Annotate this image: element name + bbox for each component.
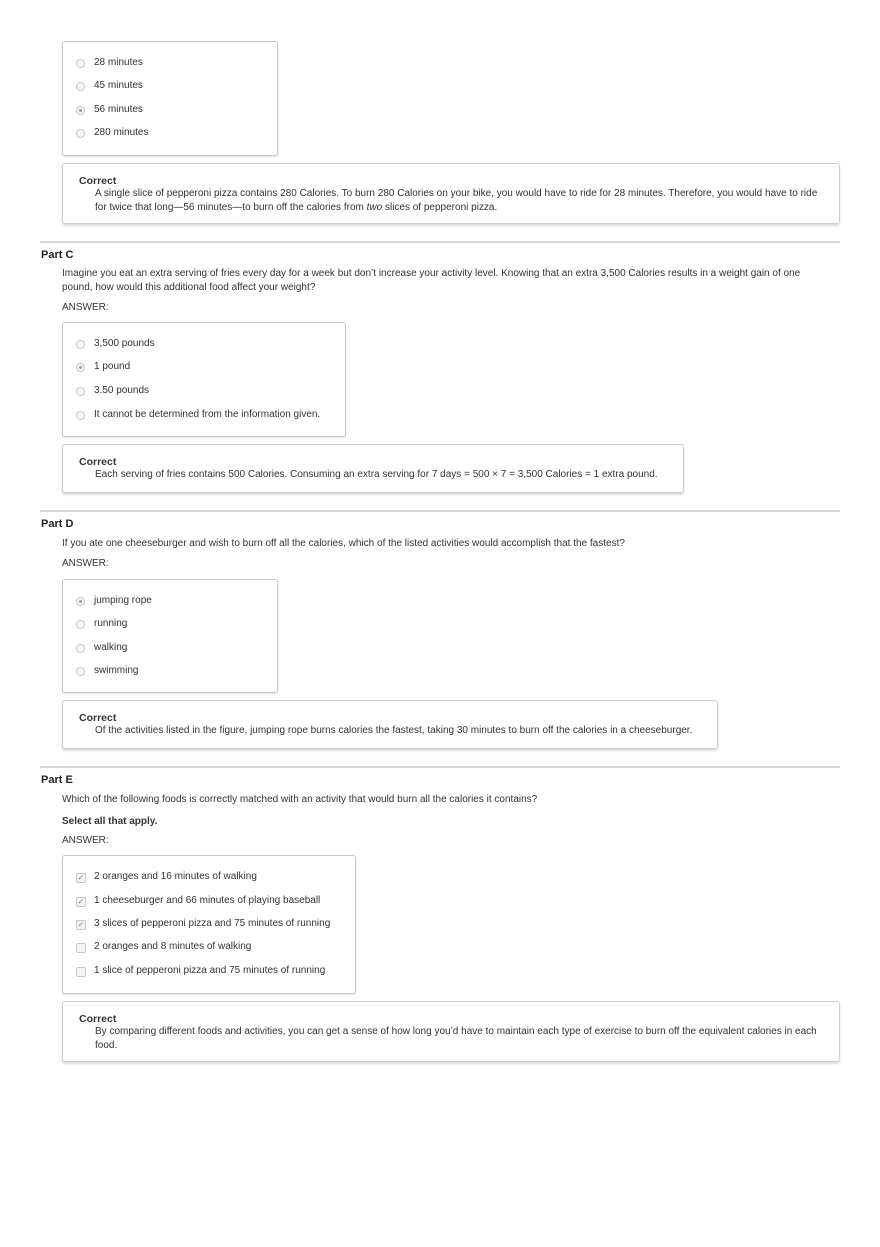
radio-button[interactable] [76,411,85,420]
option-label: 2 oranges and 8 minutes of walking [94,941,252,952]
option-label: 2 oranges and 16 minutes of walking [94,871,257,882]
part-d-question: If you ate one cheeseburger and wish to burn off all the calories, which of the listed activities would accomplish that the fastest? [62,538,625,549]
radio-button[interactable] [76,59,85,68]
section-divider [40,510,840,512]
part-e-title: Part E [41,774,73,786]
option-label: 1 cheeseburger and 66 minutes of playing baseball [94,895,321,906]
part-d-option[interactable] [63,617,277,635]
option-label: 3,500 pounds [94,338,155,349]
radio-button-selected[interactable] [76,363,85,372]
feedback-emphasis: two [366,201,383,213]
option-label: running [94,618,128,629]
part-c-option[interactable] [63,408,345,426]
part-d-title: Part D [41,518,74,530]
radio-button[interactable] [76,82,85,91]
part-e-answer-label: ANSWER: [62,835,109,846]
radio-button[interactable] [76,667,85,676]
option-label: walking [94,642,128,653]
section-divider [40,766,840,768]
part-c-option[interactable] [63,360,345,378]
part-c-option[interactable] [63,384,345,402]
option-label: 3.50 pounds [94,385,150,396]
radio-button[interactable] [76,387,85,396]
part-c-feedback [62,444,684,493]
feedback-title: Correct [79,1013,117,1025]
feedback-text: Of the activities listed in the figure, jumping rope burns calories the fastest, taking 30 minutes to burn off the calories in a cheeseburger. [95,725,693,736]
checkbox-checked[interactable]: ✓ [77,873,85,882]
option-label: 56 minutes [94,104,143,115]
part-e-option[interactable] [63,940,355,958]
part-b-option[interactable] [63,56,277,74]
feedback-text: Each serving of fries contains 500 Calories. Consuming an extra serving for 7 days = 500 × 7 = 3,500 Calories = 1 extra pound. [95,469,658,480]
checkbox[interactable] [76,967,86,977]
part-e-instruction: Select all that apply. [62,816,158,827]
feedback-text [95,187,825,214]
part-b-option[interactable] [63,126,277,144]
feedback-title: Correct [79,175,117,187]
part-c-answer-box [62,322,346,437]
feedback-text: By comparing different foods and activities, you can get a sense of how long you’d have to maintain each type of exercise to burn off the equivalent calories in each food. [95,1026,817,1051]
checkbox-checked[interactable]: ✓ [77,897,85,906]
part-d-answer-box [62,579,278,693]
part-e-feedback [62,1001,840,1062]
part-c-option[interactable] [63,337,345,355]
option-label: 28 minutes [94,57,143,68]
part-e-question: Which of the following foods is correctly matched with an activity that would burn all the calories it contains? [62,794,538,805]
section-divider [40,241,840,243]
option-label: 1 pound [94,361,131,372]
radio-button[interactable] [76,340,85,349]
radio-button[interactable] [76,644,85,653]
part-e-option[interactable] [63,870,355,888]
part-b-feedback [62,163,840,224]
option-label: 3 slices of pepperoni pizza and 75 minutes of running [94,918,331,929]
part-b-option[interactable] [63,79,277,97]
feedback-text-part: slices of pepperoni pizza. [382,201,498,213]
checkbox[interactable] [76,943,86,953]
radio-button[interactable] [76,129,85,138]
radio-button[interactable] [76,620,85,629]
feedback-title: Correct [79,712,117,724]
part-e-option[interactable] [63,917,355,935]
option-label: 45 minutes [94,80,143,91]
part-d-option[interactable] [63,594,277,612]
part-c-question: Imagine you eat an extra serving of fries every day for a week but don’t increase your activity level. Knowing that an extra 3,500 Calories results in a weight gain of one pound, how would this additional food affect your weight? [62,268,801,293]
radio-button-selected[interactable] [76,106,85,115]
feedback-title: Correct [79,456,117,468]
part-d-answer-label: ANSWER: [62,558,109,569]
part-e-option[interactable] [63,964,355,982]
part-b-option[interactable] [63,103,277,121]
radio-button-selected[interactable] [76,597,85,606]
option-label: jumping rope [94,595,152,606]
feedback-text-part: A single slice of pepperoni pizza contains 280 Calories. To burn 280 Calories on your bike, you would have to ride for 28 minutes. Therefore, you would have to ride for twice that long—56 minutes—to burn off the calories from [95,188,818,213]
part-e-option[interactable] [63,894,355,912]
part-e-answer-box [62,855,356,994]
part-c-answer-label: ANSWER: [62,302,109,313]
option-label: It cannot be determined from the information given. [94,409,321,420]
part-b-answer-box [62,41,278,156]
option-label: swimming [94,665,139,676]
option-label: 280 minutes [94,127,149,138]
part-d-option[interactable] [63,664,277,682]
part-d-option[interactable] [63,641,277,659]
option-label: 1 slice of pepperoni pizza and 75 minutes of running [94,965,326,976]
part-d-feedback [62,700,718,749]
checkbox-checked[interactable]: ✓ [77,920,85,929]
part-c-title: Part C [41,249,74,261]
